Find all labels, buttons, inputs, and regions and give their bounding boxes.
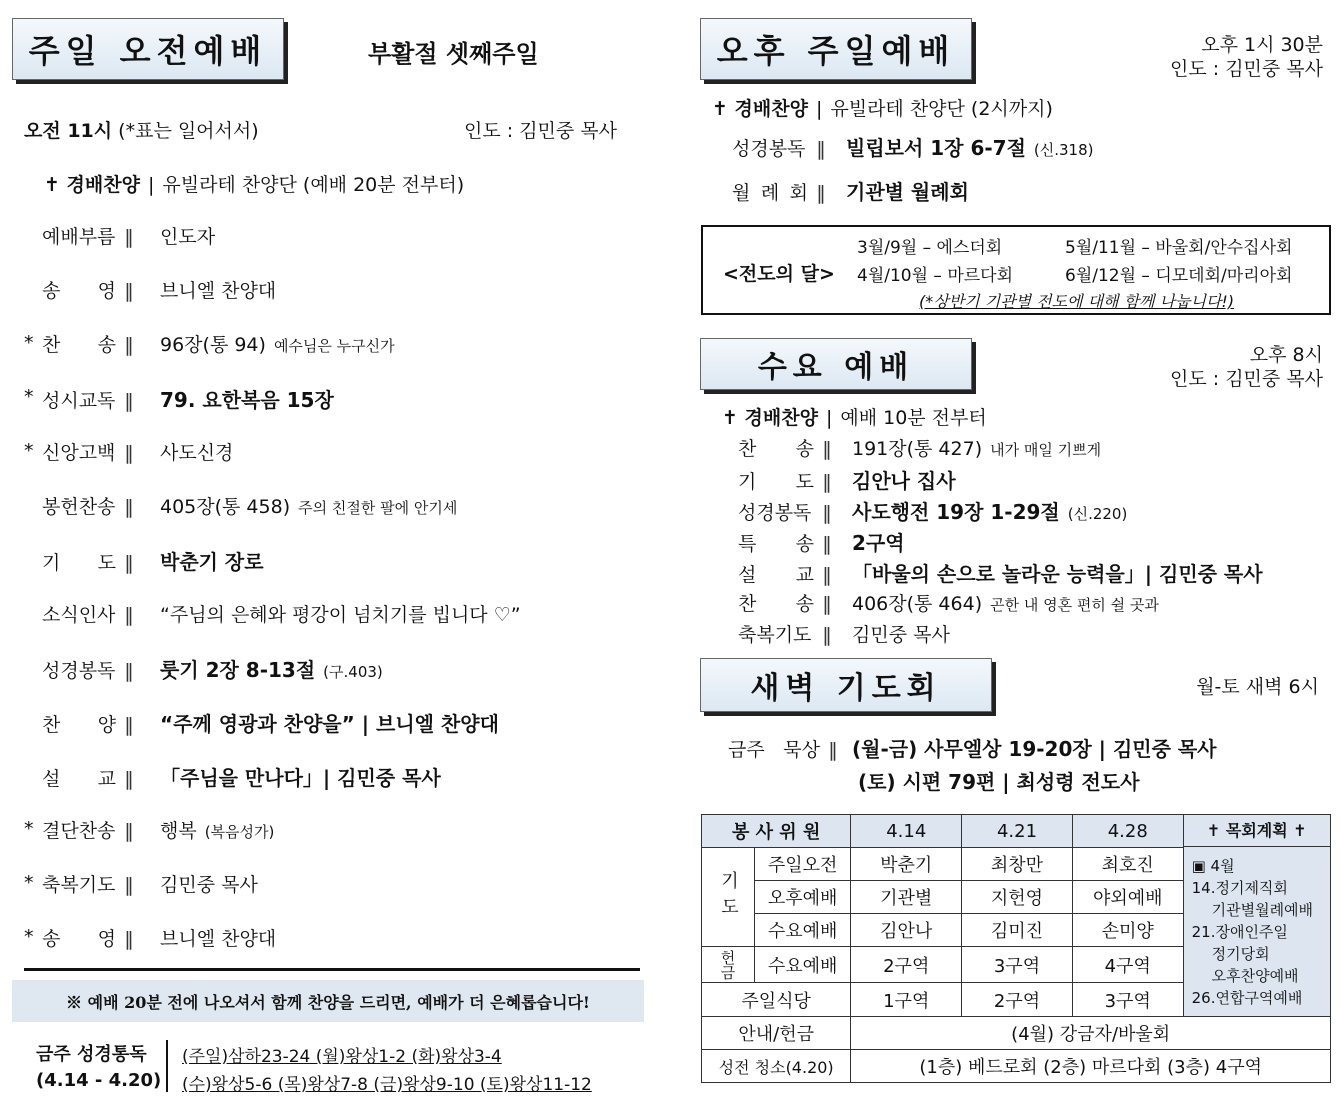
plan-line-5: 정기당회 bbox=[1211, 945, 1270, 963]
group-offering: 헌금 bbox=[702, 947, 755, 983]
item-note: 곤한 내 영혼 편히 쉴 곳과 bbox=[990, 596, 1159, 614]
dawn-title: 새벽 기도회 bbox=[700, 658, 992, 712]
standing-mark: * bbox=[24, 818, 34, 840]
item-separator: ‖ bbox=[124, 768, 134, 790]
wednesday-time: 오후 8시 bbox=[1249, 344, 1323, 366]
afternoon-prelude-value: 유빌라테 찬양단 (2시까지) bbox=[830, 98, 1053, 120]
mission-note: (*상반기 기관별 전도에 대해 함께 나눕니다!) bbox=[919, 292, 1235, 311]
item-separator: ‖ bbox=[822, 624, 832, 646]
wednesday-item bbox=[738, 589, 1159, 616]
wednesday-leader: 인도 : 김민중 목사 bbox=[1170, 368, 1323, 390]
reading-divider bbox=[166, 1040, 168, 1092]
item-label: 봉헌찬송 bbox=[42, 496, 116, 518]
item-value: 2구역 bbox=[852, 531, 905, 555]
cleaning-label: 성전 청소(4.20) bbox=[702, 1050, 851, 1083]
item-separator: ‖ bbox=[124, 820, 134, 842]
wednesday-item bbox=[738, 465, 956, 494]
morning-item bbox=[42, 708, 499, 737]
mission-title: <전도의 달> bbox=[723, 263, 835, 285]
item-label: 찬 송 bbox=[42, 334, 116, 356]
item-separator: ‖ bbox=[822, 533, 832, 555]
item-separator: ‖ bbox=[124, 552, 134, 574]
mission-item-4: 6월/12월 – 디모데회/마리아회 bbox=[1065, 266, 1293, 286]
morning-item bbox=[42, 222, 215, 249]
roster-header: 봉 사 위 원 bbox=[702, 815, 851, 848]
usher-value: (4월) 강금자/바울회 bbox=[851, 1017, 1331, 1050]
roster-label-3: 수요예배 bbox=[755, 914, 851, 947]
item-label: 송 영 bbox=[42, 928, 116, 950]
pastoral-plan-title: ✝ 목회계획 ✝ bbox=[1184, 815, 1330, 847]
roster-cell: 1구역 bbox=[851, 983, 962, 1017]
item-value: 기관별 월례회 bbox=[846, 180, 969, 204]
mission-item-1: 3월/9월 – 에스더회 bbox=[857, 238, 1003, 258]
reading-title: 금주 성경통독 bbox=[36, 1044, 147, 1065]
item-separator: ‖ bbox=[124, 660, 134, 682]
item-value: 행복 bbox=[160, 820, 197, 842]
item-note: (신.220) bbox=[1067, 505, 1128, 523]
usher-label: 안내/헌금 bbox=[702, 1017, 851, 1050]
morning-item bbox=[42, 276, 276, 303]
morning-item bbox=[42, 924, 276, 951]
standing-mark: * bbox=[24, 386, 34, 408]
afternoon-item bbox=[732, 132, 1094, 161]
item-value: 브니엘 찬양대 bbox=[160, 928, 277, 950]
item-separator: ‖ bbox=[124, 496, 134, 518]
item-value: 191장(통 427) bbox=[852, 438, 983, 460]
item-separator: ‖ bbox=[822, 502, 832, 524]
item-value: 406장(통 464) bbox=[852, 593, 983, 615]
item-separator: ‖ bbox=[124, 334, 134, 356]
item-value: “주님의 은혜와 평강이 넘치기를 빕니다 ♡” bbox=[160, 604, 521, 626]
roster-cell: 2구역 bbox=[962, 983, 1073, 1017]
roster-cell: 최창만 bbox=[962, 848, 1073, 881]
roster-cell: 박춘기 bbox=[851, 848, 962, 881]
item-label: 월 례 회 bbox=[732, 182, 808, 204]
item-value: 96장(통 94) bbox=[160, 334, 266, 356]
item-value: 사도행전 19장 1-29절 bbox=[852, 500, 1060, 524]
dawn-label: 금주 묵상 bbox=[728, 739, 820, 761]
mission-item-2: 5월/11월 – 바울회/안수집사회 bbox=[1065, 238, 1293, 258]
item-label: 축복기도 bbox=[738, 624, 812, 646]
roster-label-2: 오후예배 bbox=[755, 881, 851, 914]
item-value: 「바울의 손으로 놀라운 능력을」| 김민중 목사 bbox=[852, 562, 1263, 586]
roster-cell: 최호진 bbox=[1072, 848, 1183, 881]
morning-prelude: ✝ 경배찬양 | 유빌라테 찬양단 (예배 20분 전부터) bbox=[44, 170, 464, 197]
service-roster-table bbox=[701, 814, 1331, 1083]
item-label: 특 송 bbox=[738, 533, 814, 555]
wednesday-item bbox=[738, 496, 1127, 525]
morning-time: 오전 11시 bbox=[24, 120, 113, 142]
roster-date-3: 4.28 bbox=[1072, 815, 1183, 848]
group-prayer: 기도 bbox=[702, 848, 755, 947]
morning-item bbox=[42, 816, 274, 843]
roster-date-1: 4.14 bbox=[851, 815, 962, 848]
item-label: 찬 송 bbox=[738, 438, 814, 460]
morning-leader: 인도 : 김민중 목사 bbox=[464, 120, 617, 142]
item-note: (구.403) bbox=[323, 663, 383, 681]
roster-cell: 김미진 bbox=[962, 914, 1073, 947]
item-note: 내가 매일 기쁘게 bbox=[990, 441, 1102, 459]
morning-prelude-value: 유빌라테 찬양단 (예배 20분 전부터) bbox=[162, 174, 465, 196]
item-value: 빌립보서 1장 6-7절 bbox=[846, 136, 1026, 160]
standing-mark: * bbox=[24, 872, 34, 894]
wednesday-item bbox=[738, 558, 1263, 587]
roster-label-1: 주일오전 bbox=[755, 848, 851, 881]
plan-line-4: 21.장애인주일 bbox=[1191, 923, 1288, 941]
reading-dates: (4.14 - 4.20) bbox=[36, 1070, 162, 1091]
item-note: 예수님은 누구신가 bbox=[273, 337, 395, 355]
reading-line-2: (수)왕상5-6 (목)왕상7-8 (금)왕상9-10 (토)왕상11-12 bbox=[182, 1075, 592, 1095]
item-label: 축복기도 bbox=[42, 874, 116, 896]
item-value: 405장(통 458) bbox=[160, 496, 291, 518]
plan-line-2: 14.정기제직회 bbox=[1191, 879, 1288, 897]
item-separator: ‖ bbox=[124, 226, 134, 248]
item-value: “주께 영광과 찬양을” | 브니엘 찬양대 bbox=[160, 712, 499, 736]
item-note: 주의 친절한 팔에 안기세 bbox=[298, 499, 458, 517]
item-value: 「주님을 만나다」| 김민중 목사 bbox=[160, 766, 441, 790]
item-value: 박춘기 장로 bbox=[160, 550, 264, 574]
morning-item bbox=[42, 546, 264, 575]
item-label: 기 도 bbox=[42, 552, 116, 574]
roster-cell: 기관별 bbox=[851, 881, 962, 914]
item-note: (신.318) bbox=[1033, 141, 1094, 159]
item-value: 인도자 bbox=[160, 226, 216, 248]
afternoon-prelude: ✝ 경배찬양 | 유빌라테 찬양단 (2시까지) bbox=[712, 94, 1053, 121]
morning-title: 주일 오전예배 bbox=[12, 18, 284, 80]
wednesday-item bbox=[738, 434, 1101, 461]
item-separator: ‖ bbox=[816, 182, 826, 204]
roster-cell: 김안나 bbox=[851, 914, 962, 947]
item-value: 사도신경 bbox=[160, 442, 234, 464]
wednesday-item bbox=[738, 620, 950, 647]
item-label: 성시교독 bbox=[42, 390, 116, 412]
mission-item-3: 4월/10월 – 마르다회 bbox=[857, 266, 1014, 286]
roster-cell: 손미양 bbox=[1072, 914, 1183, 947]
morning-item bbox=[42, 492, 457, 519]
item-separator: ‖ bbox=[822, 564, 832, 586]
item-label: 결단찬송 bbox=[42, 820, 116, 842]
afternoon-title: 오후 주일예배 bbox=[700, 18, 972, 80]
item-note: (복음성가) bbox=[204, 823, 275, 841]
morning-item bbox=[42, 870, 258, 897]
item-separator: ‖ bbox=[816, 138, 826, 160]
item-label: 신앙고백 bbox=[42, 442, 116, 464]
item-value: 김안나 집사 bbox=[852, 469, 956, 493]
item-separator: ‖ bbox=[124, 714, 134, 736]
item-separator: ‖ bbox=[124, 390, 134, 412]
item-value: 브니엘 찬양대 bbox=[160, 280, 277, 302]
afternoon-leader: 인도 : 김민중 목사 bbox=[1170, 58, 1323, 80]
meal-label: 주일식당 bbox=[702, 983, 851, 1017]
plan-line-7: 26.연합구역예배 bbox=[1191, 989, 1303, 1007]
morning-item bbox=[42, 600, 521, 627]
wednesday-item bbox=[738, 527, 905, 556]
item-separator: ‖ bbox=[822, 471, 832, 493]
roster-label-4: 수요예배 bbox=[755, 947, 851, 983]
roster-cell: 3구역 bbox=[962, 947, 1073, 983]
item-label: 기 도 bbox=[738, 471, 814, 493]
roster-date-2: 4.21 bbox=[962, 815, 1073, 848]
item-separator: ‖ bbox=[124, 874, 134, 896]
item-label: 찬 송 bbox=[738, 593, 814, 615]
wednesday-prelude: ✝ 경배찬양 | 예배 10분 전부터 bbox=[722, 403, 987, 430]
wednesday-title: 수요 예배 bbox=[700, 338, 972, 390]
morning-item bbox=[42, 438, 233, 465]
wednesday-prelude-label: ✝ 경배찬양 bbox=[722, 407, 818, 429]
dawn-line-2: (토) 시편 79편 | 최성령 전도사 bbox=[858, 770, 1140, 794]
item-label: 찬 양 bbox=[42, 714, 116, 736]
item-label: 성경봉독 bbox=[738, 502, 812, 524]
item-value: 79. 요한복음 15장 bbox=[160, 388, 334, 412]
item-separator: ‖ bbox=[822, 438, 832, 460]
morning-time-line bbox=[24, 116, 259, 143]
standing-mark: * bbox=[24, 440, 34, 462]
item-separator: ‖ bbox=[124, 280, 134, 302]
morning-subtitle: 부활절 셋째주일 bbox=[368, 40, 539, 68]
cleaning-value: (1층) 베드로회 (2층) 마르다회 (3층) 4구역 bbox=[851, 1050, 1331, 1083]
morning-notice: ※ 예배 20분 전에 나오셔서 함께 찬양을 드리면, 예배가 더 은혜롭습니다! bbox=[12, 980, 644, 1022]
plan-line-1: ▣ 4월 bbox=[1191, 857, 1235, 875]
item-value: 김민중 목사 bbox=[852, 624, 950, 646]
item-value: 김민중 목사 bbox=[160, 874, 258, 896]
wednesday-prelude-value: 예배 10분 전부터 bbox=[840, 407, 987, 429]
roster-cell: 지헌영 bbox=[962, 881, 1073, 914]
dawn-time: 월-토 새벽 6시 bbox=[1196, 676, 1319, 698]
afternoon-prelude-label: ✝ 경배찬양 bbox=[712, 98, 808, 120]
item-separator: ‖ bbox=[124, 604, 134, 626]
item-label: 예배부름 bbox=[42, 226, 116, 248]
dawn-meditation: 금주 묵상 ‖ (월-금) 사무엘상 19-20장 | 김민중 목사 bbox=[728, 733, 1217, 762]
afternoon-time: 오후 1시 30분 bbox=[1201, 34, 1323, 56]
item-label: 소식인사 bbox=[42, 604, 116, 626]
roster-cell: 야외예배 bbox=[1072, 881, 1183, 914]
morning-item bbox=[42, 384, 334, 413]
item-label: 송 영 bbox=[42, 280, 116, 302]
morning-item bbox=[42, 654, 383, 683]
reading-line-1: (주일)삼하23-24 (월)왕상1-2 (화)왕상3-4 bbox=[182, 1047, 502, 1067]
item-separator: ‖ bbox=[124, 442, 134, 464]
roster-cell: 2구역 bbox=[851, 947, 962, 983]
morning-time-note: (*표는 일어서서) bbox=[118, 120, 259, 142]
standing-mark: * bbox=[24, 332, 34, 354]
item-separator: ‖ bbox=[822, 593, 832, 615]
item-separator: ‖ bbox=[124, 928, 134, 950]
standing-mark: * bbox=[24, 926, 34, 948]
pastoral-plan-cell bbox=[1183, 815, 1330, 1017]
item-label: 성경봉독 bbox=[732, 138, 806, 160]
item-label: 설 교 bbox=[42, 768, 116, 790]
mission-box bbox=[701, 225, 1331, 315]
roster-cell: 3구역 bbox=[1072, 983, 1183, 1017]
plan-line-6: 오후찬양예배 bbox=[1211, 967, 1299, 985]
morning-item bbox=[42, 762, 441, 791]
item-label: 설 교 bbox=[738, 564, 814, 586]
morning-item bbox=[42, 330, 395, 357]
item-label: 성경봉독 bbox=[42, 660, 116, 682]
morning-prelude-label: ✝ 경배찬양 bbox=[44, 174, 140, 196]
afternoon-item bbox=[732, 176, 969, 205]
plan-line-3: 기관별월례예배 bbox=[1211, 901, 1314, 919]
item-value: 룻기 2장 8-13절 bbox=[160, 658, 316, 682]
dawn-line-1: (월-금) 사무엘상 19-20장 | 김민중 목사 bbox=[852, 737, 1217, 761]
roster-cell: 4구역 bbox=[1072, 947, 1183, 983]
morning-divider bbox=[24, 968, 640, 971]
